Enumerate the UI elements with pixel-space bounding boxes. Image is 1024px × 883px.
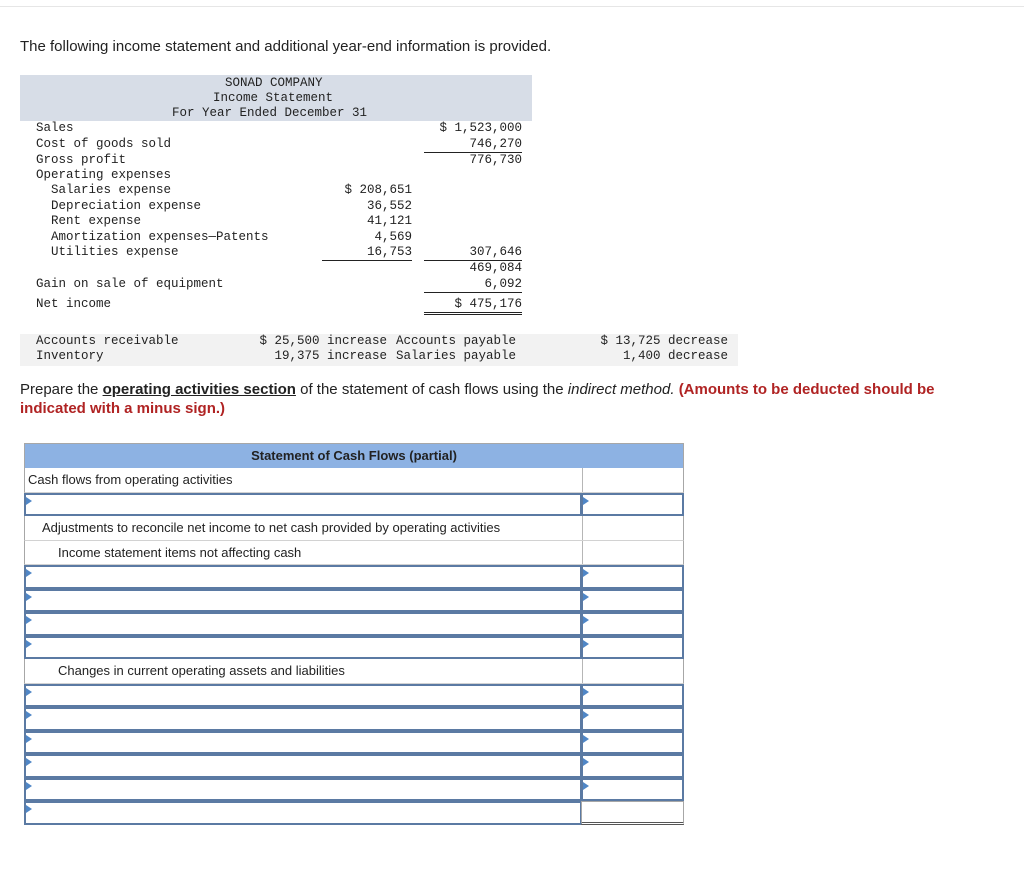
expense-label: Rent expense — [51, 214, 142, 228]
account-input[interactable] — [24, 684, 582, 708]
amount-input[interactable] — [581, 636, 684, 660]
changes-row — [24, 659, 684, 684]
changes-label: Changes in current operating assets and liabilities — [58, 663, 345, 678]
expense-label: Salaries expense — [51, 183, 172, 197]
dropdown-arrow-icon — [26, 640, 32, 648]
company-name: SONAD COMPANY — [225, 76, 323, 90]
not-affecting-row — [24, 541, 684, 566]
inventory-label: Inventory — [36, 349, 104, 363]
account-input[interactable] — [24, 636, 582, 660]
dropdown-arrow-icon — [26, 688, 32, 696]
amount-input[interactable] — [581, 565, 684, 589]
account-input[interactable] — [24, 778, 582, 802]
inventory-value: 19,375 increase — [274, 349, 387, 363]
account-input[interactable] — [24, 731, 582, 755]
amount-input[interactable] — [581, 778, 684, 802]
gross-profit-value: 776,730 — [469, 153, 522, 167]
prompt-middle: of the statement of cash flows using the — [295, 381, 568, 398]
dropdown-arrow-icon — [26, 805, 32, 813]
amount-input[interactable] — [581, 589, 684, 613]
account-input[interactable] — [24, 707, 582, 731]
gain-value: 6,092 — [424, 277, 522, 293]
ap-label: Accounts payable — [396, 334, 517, 348]
instructions — [20, 380, 1000, 418]
net-income-label: Net income — [36, 297, 112, 311]
intro-text: The following income statement and additional year-end information is provided. — [20, 38, 552, 55]
total-amount-cell[interactable] — [581, 801, 684, 825]
ar-value: $ 25,500 increase — [259, 334, 387, 348]
operating-activities-link[interactable]: operating activities section — [102, 381, 296, 398]
cogs-label: Cost of goods sold — [36, 137, 172, 151]
amount-input[interactable] — [581, 754, 684, 778]
top-divider — [0, 6, 1024, 7]
account-input[interactable] — [24, 612, 582, 636]
dropdown-arrow-icon — [583, 497, 589, 505]
amount-input[interactable] — [581, 684, 684, 708]
input-row — [24, 636, 684, 660]
income-statement-header — [20, 75, 532, 121]
section-label-row — [24, 468, 684, 493]
cash-flow-section-label: Cash flows from operating activities — [28, 472, 233, 487]
dropdown-arrow-icon — [26, 593, 32, 601]
input-row — [24, 731, 684, 755]
account-input[interactable] — [24, 754, 582, 778]
opex-label: Operating expenses — [36, 168, 172, 182]
input-row — [24, 565, 684, 589]
statement-period: For Year Ended December 31 — [172, 106, 368, 120]
dropdown-arrow-icon — [26, 735, 32, 743]
ap-value: $ 13,725 decrease — [600, 334, 728, 348]
sp-label: Salaries payable — [396, 349, 517, 363]
input-row — [24, 612, 684, 636]
amount-input[interactable] — [581, 493, 684, 517]
cash-flow-title: Statement of Cash Flows (partial) — [24, 443, 684, 468]
total-opex-value: 307,646 — [424, 245, 522, 261]
dropdown-arrow-icon — [26, 616, 32, 624]
expense-value: 4,569 — [374, 230, 412, 244]
dropdown-arrow-icon — [583, 640, 589, 648]
ar-label: Accounts receivable — [36, 334, 179, 348]
account-input[interactable] — [24, 493, 582, 517]
account-input[interactable] — [24, 565, 582, 589]
dropdown-arrow-icon — [583, 593, 589, 601]
amount-input[interactable] — [581, 612, 684, 636]
amount-input[interactable] — [581, 731, 684, 755]
sales-label: Sales — [36, 121, 74, 135]
prompt-prefix: Prepare the — [20, 381, 103, 398]
subtotal-value: 469,084 — [469, 261, 522, 275]
sp-value: 1,400 decrease — [622, 349, 728, 363]
not-affecting-cash-label: Income statement items not affecting cash — [58, 544, 302, 560]
prompt-method: indirect method. — [567, 381, 675, 398]
expense-value: 16,753 — [322, 245, 412, 261]
total-row — [24, 801, 684, 825]
expense-value: $ 208,651 — [344, 183, 412, 197]
dropdown-arrow-icon — [583, 758, 589, 766]
cogs-value: 746,270 — [424, 137, 522, 153]
expense-label: Utilities expense — [51, 245, 179, 259]
input-row — [24, 493, 684, 517]
net-income-value: $ 475,176 — [424, 297, 522, 315]
dropdown-arrow-icon — [583, 711, 589, 719]
dropdown-arrow-icon — [26, 782, 32, 790]
dropdown-arrow-icon — [26, 497, 32, 505]
adjustments-row — [24, 516, 684, 541]
expense-label: Depreciation expense — [51, 199, 202, 213]
expense-label: Amortization expenses—Patents — [51, 230, 269, 244]
dropdown-arrow-icon — [26, 711, 32, 719]
dropdown-arrow-icon — [583, 616, 589, 624]
dropdown-arrow-icon — [26, 758, 32, 766]
account-input[interactable] — [24, 801, 582, 825]
gain-label: Gain on sale of equipment — [36, 277, 224, 291]
expense-value: 36,552 — [366, 199, 412, 213]
dropdown-arrow-icon — [583, 569, 589, 577]
amount-input[interactable] — [581, 707, 684, 731]
input-row — [24, 707, 684, 731]
statement-title: Income Statement — [213, 91, 334, 105]
dropdown-arrow-icon — [26, 569, 32, 577]
input-row — [24, 754, 684, 778]
sales-value: $ 1,523,000 — [439, 121, 522, 135]
dropdown-arrow-icon — [583, 735, 589, 743]
gross-profit-label: Gross profit — [36, 153, 127, 167]
prompt-note: (Amounts to be deducted should be indicated with a minus sign.) — [20, 381, 935, 417]
income-statement — [20, 75, 532, 121]
dropdown-arrow-icon — [583, 782, 589, 790]
expense-value: 41,121 — [366, 214, 412, 228]
input-row — [24, 589, 684, 613]
dropdown-arrow-icon — [583, 688, 589, 696]
adjustments-label: Adjustments to reconcile net income to net cash provided by operating activities — [42, 520, 501, 535]
account-input[interactable] — [24, 589, 582, 613]
input-row — [24, 684, 684, 708]
input-row — [24, 778, 684, 802]
cash-flow-statement — [24, 443, 684, 825]
